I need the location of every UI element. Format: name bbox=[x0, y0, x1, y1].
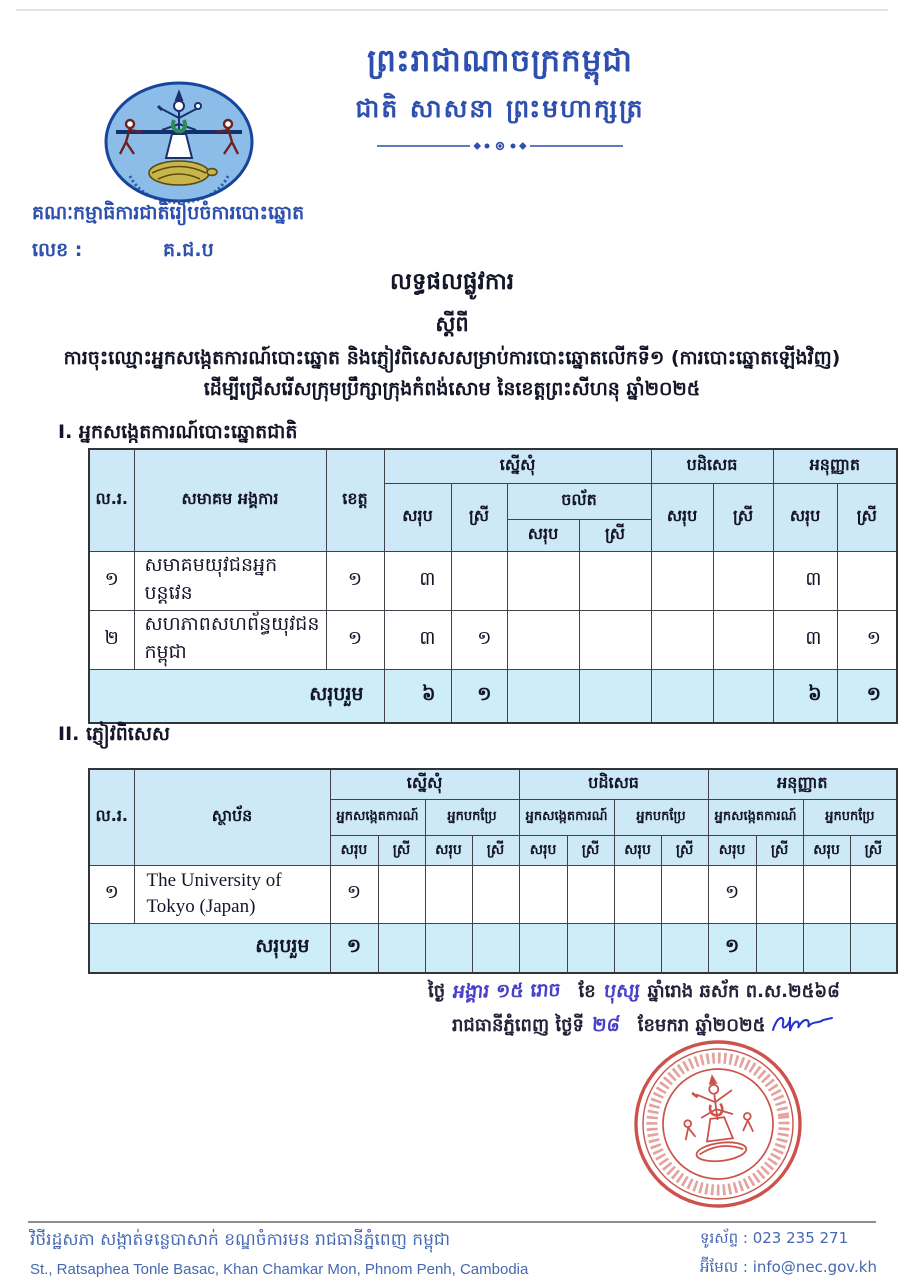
row-no: ១ bbox=[89, 551, 134, 610]
cell bbox=[850, 865, 897, 923]
address-khmer: វិថីរដ្ឋសភា សង្កាត់ទន្លេបាសាក់ ខណ្ឌចំការមន រាជធានីភ្នំពេញ កម្ពុជា bbox=[30, 1230, 451, 1250]
date-suffix: ខែមករា ឆ្នាំ២០២៥ bbox=[637, 1015, 766, 1036]
document-number-line bbox=[32, 238, 214, 266]
date-prefix: រាជធានីភ្នំពេញ ថ្ងៃទី bbox=[452, 1015, 584, 1036]
subgroup-alw-interpreter: អ្នកបកប្រែ bbox=[803, 799, 897, 835]
cell bbox=[614, 865, 661, 923]
col-header-mobile: ចល័ត bbox=[507, 483, 651, 519]
section-2-heading: II. ភ្ញៀវពិសេស bbox=[58, 723, 171, 745]
col-header-mobile-female: ស្រី bbox=[579, 519, 651, 551]
grand-total-row bbox=[89, 923, 897, 973]
col-female: ស្រី bbox=[567, 835, 614, 865]
cell bbox=[567, 865, 614, 923]
email-label: អ៊ីមែល : bbox=[700, 1258, 748, 1276]
col-header-no: ល.រ. bbox=[89, 449, 134, 551]
total-cell: ១ bbox=[330, 923, 378, 973]
institution-name: The University of Tokyo (Japan) bbox=[134, 865, 330, 923]
table-row bbox=[89, 865, 897, 923]
cell: ១ bbox=[708, 865, 756, 923]
col-header-organization: សមាគម អង្គការ bbox=[134, 449, 326, 551]
document-title: លទ្ធផលផ្លូវការ bbox=[389, 269, 515, 295]
email-value: info@nec.gov.kh bbox=[752, 1258, 877, 1276]
total-alw-female: ១ bbox=[837, 669, 897, 723]
scan-artifact-line bbox=[16, 9, 888, 11]
col-female: ស្រី bbox=[850, 835, 897, 865]
total-alw-total: ៦ bbox=[773, 669, 837, 723]
phone-line bbox=[700, 1229, 877, 1251]
total-cell bbox=[614, 923, 661, 973]
cell-province: ១ bbox=[326, 610, 384, 669]
col-total: សរុប bbox=[425, 835, 472, 865]
cell-alw-total: ៣ bbox=[773, 610, 837, 669]
cell bbox=[803, 865, 850, 923]
cell: ១ bbox=[330, 865, 378, 923]
phone-label: ទូរស័ព្ទ : bbox=[700, 1229, 748, 1247]
total-mob-total bbox=[507, 669, 579, 723]
group-header-requested: ស្នើសុំ bbox=[384, 449, 651, 483]
organization-name: សមាគមយុវជនអ្នកបន្តវេន bbox=[134, 551, 326, 610]
signature-icon bbox=[771, 1011, 835, 1037]
cell bbox=[519, 865, 567, 923]
grand-total-label: សរុបរួម bbox=[89, 669, 384, 723]
cell-alw-total: ៣ bbox=[773, 551, 837, 610]
col-female: ស្រី bbox=[756, 835, 803, 865]
group-header-approved: អនុញ្ញាត bbox=[708, 769, 897, 799]
col-total: សរុប bbox=[519, 835, 567, 865]
address-english: St., Ratsaphea Tonle Basac, Khan Chamkar Mon, Phnom Penh, Cambodia bbox=[30, 1261, 529, 1278]
col-total: សរុប bbox=[330, 835, 378, 865]
cell-province: ១ bbox=[326, 551, 384, 610]
total-cell bbox=[756, 923, 803, 973]
col-total: សរុប bbox=[614, 835, 661, 865]
group-header-requested: ស្នើសុំ bbox=[330, 769, 519, 799]
handwritten-day: ២៨ bbox=[591, 1013, 621, 1037]
cell-alw-female: ១ bbox=[837, 610, 897, 669]
col-header-alw-total: សរុប bbox=[773, 483, 837, 551]
ornament-divider-icon bbox=[375, 139, 625, 153]
total-cell bbox=[803, 923, 850, 973]
cell-req-total: ៣ bbox=[384, 551, 451, 610]
col-header-institution: ស្ថាប័ន bbox=[134, 769, 330, 865]
official-stamp bbox=[630, 1036, 806, 1216]
cell-mob-total bbox=[507, 610, 579, 669]
total-cell bbox=[850, 923, 897, 973]
total-cell bbox=[425, 923, 472, 973]
national-observers-table bbox=[88, 448, 898, 724]
date-suffix: ឆ្នាំរោង ឆស័ក ព.ស.២៥៦៨ bbox=[647, 981, 840, 1002]
total-rej-female bbox=[713, 669, 773, 723]
total-cell bbox=[472, 923, 519, 973]
total-req-female: ១ bbox=[451, 669, 507, 723]
col-header-req-total: សរុប bbox=[384, 483, 451, 551]
row-no: ១ bbox=[89, 865, 134, 923]
section-1-heading: I. អ្នកសង្កេតការណ៍បោះឆ្នោតជាតិ bbox=[58, 421, 298, 443]
footer-contact bbox=[700, 1229, 877, 1280]
cell bbox=[378, 865, 425, 923]
document-about-label: ស្តីពី bbox=[435, 312, 469, 336]
cell-req-total: ៣ bbox=[384, 610, 451, 669]
cell-req-female bbox=[451, 551, 507, 610]
cell-mob-female bbox=[579, 610, 651, 669]
table-row bbox=[89, 610, 897, 669]
table-row bbox=[89, 551, 897, 610]
col-header-province: ខេត្ត bbox=[326, 449, 384, 551]
subgroup-rej-interpreter: អ្នកបកប្រែ bbox=[614, 799, 708, 835]
cell bbox=[756, 865, 803, 923]
col-total: សរុប bbox=[803, 835, 850, 865]
subgroup-rej-observer: អ្នកសង្កេតការណ៍ bbox=[519, 799, 614, 835]
total-cell bbox=[567, 923, 614, 973]
col-header-mobile-total: សរុប bbox=[507, 519, 579, 551]
number-label: លេខ : bbox=[32, 239, 83, 261]
subgroup-alw-observer: អ្នកសង្កេតការណ៍ bbox=[708, 799, 803, 835]
grand-total-row bbox=[89, 669, 897, 723]
handwritten-lunar-day: អង្គារ ១៥ រោច bbox=[452, 979, 562, 1003]
cell-alw-female bbox=[837, 551, 897, 610]
document-subject: ការចុះឈ្មោះអ្នកសង្កេតការណ៍បោះឆ្នោត និងភ្ញៀវពិសេសសម្រាប់ការបោះឆ្នោតលើកទី១ (ការបោះឆ្នោតឡើងវិញ) ដើម្បីជ្រើសរើសក្រុមប្រឹក្សាក្រុងកំពង់សោម នៃខេត្តព្រះសីហនុ ឆ្នាំ២០២៥ bbox=[63, 347, 841, 400]
handwritten-lunar-month: បុស្ស bbox=[602, 979, 641, 1003]
month-label: ខែ bbox=[578, 981, 596, 1002]
cell-rej-female bbox=[713, 551, 773, 610]
total-cell bbox=[378, 923, 425, 973]
date-prefix: ថ្ងៃ bbox=[428, 981, 446, 1002]
col-header-req-female: ស្រី bbox=[451, 483, 507, 551]
lunar-date-line bbox=[428, 979, 840, 1007]
total-cell bbox=[519, 923, 567, 973]
total-cell: ១ bbox=[708, 923, 756, 973]
group-header-rejected: បដិសេធ bbox=[651, 449, 773, 483]
col-header-rej-total: សរុប bbox=[651, 483, 713, 551]
cell-rej-female bbox=[713, 610, 773, 669]
special-guests-table bbox=[88, 768, 898, 974]
footer-divider bbox=[28, 1221, 876, 1223]
cell-rej-total bbox=[651, 551, 713, 610]
cell bbox=[661, 865, 708, 923]
ornament-divider bbox=[230, 138, 770, 157]
national-motto: ជាតិ សាសនា ព្រះមហាក្សត្រ bbox=[355, 94, 645, 123]
cell-rej-total bbox=[651, 610, 713, 669]
footer-address bbox=[30, 1229, 528, 1278]
cell-req-female: ១ bbox=[451, 610, 507, 669]
email-line bbox=[700, 1258, 877, 1280]
phone-value: 023 235 271 bbox=[752, 1229, 849, 1247]
cell bbox=[472, 865, 519, 923]
cell-mob-total bbox=[507, 551, 579, 610]
col-header-no: ល.រ. bbox=[89, 769, 134, 865]
number-value: គ.ជ.ប bbox=[163, 239, 214, 261]
organization-name: សហភាពសហព័ន្ធយុវជនកម្ពុជា bbox=[134, 610, 326, 669]
col-header-rej-female: ស្រី bbox=[713, 483, 773, 551]
subgroup-req-observer: អ្នកសង្កេតការណ៍ bbox=[330, 799, 425, 835]
col-female: ស្រី bbox=[378, 835, 425, 865]
committee-name: គណៈកម្មាធិការជាតិរៀបចំការបោះឆ្នោត bbox=[32, 202, 305, 224]
row-no: ២ bbox=[89, 610, 134, 669]
col-female: ស្រី bbox=[661, 835, 708, 865]
cell-mob-female bbox=[579, 551, 651, 610]
total-mob-female bbox=[579, 669, 651, 723]
official-red-seal-icon bbox=[630, 1036, 806, 1212]
kingdom-title: ព្រះរាជាណាចក្រកម្ពុជា bbox=[367, 43, 633, 79]
grand-total-label: សរុបរួម bbox=[89, 923, 330, 973]
group-header-rejected: បដិសេធ bbox=[519, 769, 708, 799]
group-header-approved: អនុញ្ញាត bbox=[773, 449, 897, 483]
total-req-total: ៦ bbox=[384, 669, 451, 723]
total-cell bbox=[661, 923, 708, 973]
subgroup-req-interpreter: អ្នកបកប្រែ bbox=[425, 799, 519, 835]
col-header-alw-female: ស្រី bbox=[837, 483, 897, 551]
total-rej-total bbox=[651, 669, 713, 723]
cell bbox=[425, 865, 472, 923]
col-female: ស្រី bbox=[472, 835, 519, 865]
col-total: សរុប bbox=[708, 835, 756, 865]
